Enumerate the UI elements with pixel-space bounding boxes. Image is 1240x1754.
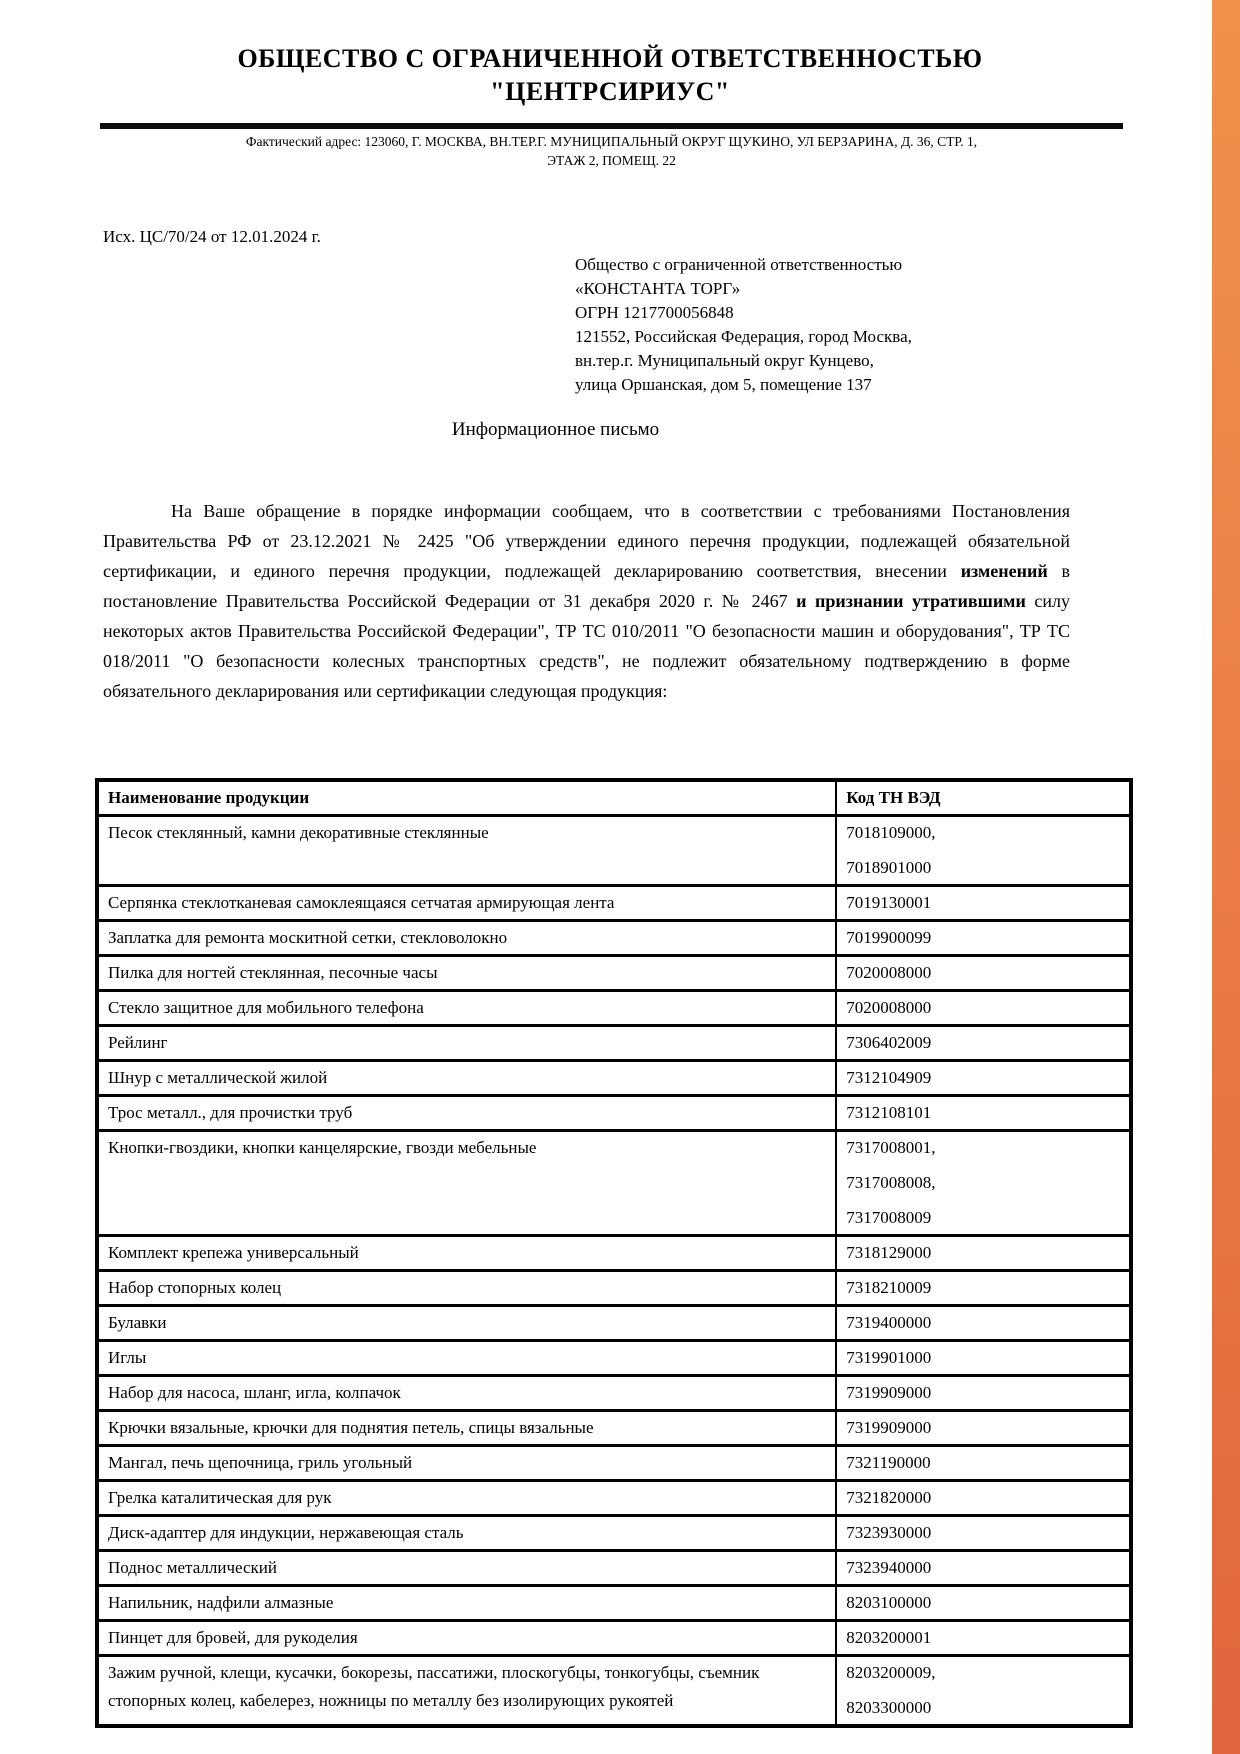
letter-body xyxy=(103,496,1070,706)
table-row xyxy=(97,1096,1131,1131)
table-row xyxy=(97,956,1131,991)
tnved-code-value: 8203200009, xyxy=(846,1663,936,1682)
company-header xyxy=(90,42,1130,108)
tnved-code-cell xyxy=(836,1236,1131,1271)
tnved-code-value: 7020008000 xyxy=(846,963,932,982)
tnved-code-value: 7321190000 xyxy=(846,1453,931,1472)
table-row xyxy=(97,1236,1131,1271)
product-name-cell: Набор стопорных колец xyxy=(97,1271,836,1306)
tnved-code-value: 7319901000 xyxy=(846,1348,932,1367)
company-address-line1: Фактический адрес: 123060, Г. МОСКВА, ВН.ТЕР.Г. МУНИЦИПАЛЬНЫЙ ОКРУГ ЩУКИНО, УЛ БЕРЗАРИНА, Д. 36, СТР. 1, xyxy=(245,134,978,149)
recipient-line: улица Оршанская, дом 5, помещение 137 xyxy=(575,375,872,394)
header-rule xyxy=(100,123,1123,129)
tnved-code-value: 7019130001 xyxy=(846,893,932,912)
table-row xyxy=(97,921,1131,956)
table-row xyxy=(97,1516,1131,1551)
product-name-cell: Стекло защитное для мобильного телефона xyxy=(97,991,836,1026)
recipient-line: Общество с ограниченной ответственностью xyxy=(575,255,903,274)
table-row xyxy=(97,1481,1131,1516)
tnved-code-value: 8203200001 xyxy=(846,1628,932,1647)
table-row xyxy=(97,1131,1131,1236)
tnved-code-value: 7018901000 xyxy=(846,858,932,877)
product-name-cell: Трос металл., для прочистки труб xyxy=(97,1096,836,1131)
company-address-line2: ЭТАЖ 2, ПОМЕЩ. 22 xyxy=(547,153,676,168)
table-header-row xyxy=(97,780,1131,816)
body-emphasis-text: изменений xyxy=(960,561,1048,581)
tnved-code-cell xyxy=(836,1481,1131,1516)
tnved-code-value: 7317008001, xyxy=(846,1138,936,1157)
product-name-cell: Комплект крепежа универсальный xyxy=(97,1236,836,1271)
product-name-cell: Поднос металлический xyxy=(97,1551,836,1586)
table-row xyxy=(97,1656,1131,1727)
tnved-code-cell xyxy=(836,1411,1131,1446)
product-name-cell: Булавки xyxy=(97,1306,836,1341)
tnved-code-cell xyxy=(836,1026,1131,1061)
tnved-code-value: 8203300000 xyxy=(846,1698,932,1717)
tnved-code-value: 7306402009 xyxy=(846,1033,932,1052)
products-table xyxy=(95,778,1133,1728)
letter-title: Информационное письмо xyxy=(451,419,660,440)
tnved-code-value: 7019900099 xyxy=(846,928,932,947)
product-name-cell: Мангал, печь щепочница, гриль угольный xyxy=(97,1446,836,1481)
product-name-cell: Пинцет для бровей, для рукоделия xyxy=(97,1621,836,1656)
table-row xyxy=(97,1341,1131,1376)
tnved-code-value: 7318210009 xyxy=(846,1278,932,1297)
table-row xyxy=(97,1061,1131,1096)
table-row xyxy=(97,1026,1131,1061)
table-row xyxy=(97,1446,1131,1481)
tnved-code-value: 8203100000 xyxy=(846,1593,932,1612)
product-name-cell: Рейлинг xyxy=(97,1026,836,1061)
tnved-code-cell xyxy=(836,1586,1131,1621)
tnved-code-value: 7319400000 xyxy=(846,1313,932,1332)
tnved-code-cell xyxy=(836,1551,1131,1586)
tnved-code-value: 7312104909 xyxy=(846,1068,932,1087)
body-text: в постановление Правительства Российской Федерации от 31 декабря 2020 г. № 2467 xyxy=(103,561,1071,611)
recipient-line: «КОНСТАНТА ТОРГ» xyxy=(575,279,741,298)
table-row xyxy=(97,1306,1131,1341)
company-name-line1: ОБЩЕСТВО С ОГРАНИЧЕННОЙ ОТВЕТСТВЕННОСТЬЮ xyxy=(237,44,983,73)
tnved-code-cell xyxy=(836,1516,1131,1551)
column-header-tnved-code: Код ТН ВЭД xyxy=(836,780,1131,816)
tnved-code-cell xyxy=(836,921,1131,956)
recipient-block xyxy=(575,253,912,397)
product-name-cell: Пилка для ногтей стеклянная, песочные часы xyxy=(97,956,836,991)
recipient-line: вн.тер.г. Муниципальный округ Кунцево, xyxy=(575,351,874,370)
tnved-code-value: 7312108101 xyxy=(846,1103,932,1122)
table-row xyxy=(97,886,1131,921)
table-row xyxy=(97,991,1131,1026)
company-name-line2: "ЦЕНТРСИРИУС" xyxy=(490,77,730,106)
table-row xyxy=(97,816,1131,886)
tnved-code-cell xyxy=(836,1271,1131,1306)
company-address xyxy=(100,132,1123,170)
table-row xyxy=(97,1271,1131,1306)
product-name-cell: Иглы xyxy=(97,1341,836,1376)
tnved-code-value: 7018109000, xyxy=(846,823,936,842)
table-row xyxy=(97,1411,1131,1446)
tnved-code-value: 7319909000 xyxy=(846,1383,932,1402)
tnved-code-cell xyxy=(836,1306,1131,1341)
product-name-cell: Крючки вязальные, крючки для поднятия петель, спицы вязальные xyxy=(97,1411,836,1446)
product-name-cell: Заплатка для ремонта москитной сетки, стекловолокно xyxy=(97,921,836,956)
body-text: силу некоторых актов Правительства Российской Федерации", ТР ТС 010/2011 "О безопасности машин и оборудования", ТР ТС 018/2011 "О безопасности колесных транспортных средств", не подлежит обязательному подтверждению в форме обязательного декларирования или сертификации следующая продукция: xyxy=(103,591,1070,701)
accent-stripe xyxy=(1212,0,1240,1754)
tnved-code-cell xyxy=(836,1656,1131,1727)
tnved-code-value: 7317008008, xyxy=(846,1173,936,1192)
product-name-cell: Диск-адаптер для индукции, нержавеющая сталь xyxy=(97,1516,836,1551)
product-name-cell: Грелка каталитическая для рук xyxy=(97,1481,836,1516)
tnved-code-value: 7020008000 xyxy=(846,998,932,1017)
tnved-code-cell xyxy=(836,1341,1131,1376)
product-name-cell: Песок стеклянный, камни декоративные стеклянные xyxy=(97,816,836,886)
tnved-code-cell xyxy=(836,886,1131,921)
product-name-cell: Напильник, надфили алмазные xyxy=(97,1586,836,1621)
tnved-code-value: 7317008009 xyxy=(846,1208,932,1227)
tnved-code-cell xyxy=(836,816,1131,886)
tnved-code-value: 7321820000 xyxy=(846,1488,932,1507)
tnved-code-cell xyxy=(836,1446,1131,1481)
tnved-code-cell xyxy=(836,991,1131,1026)
product-name-cell: Шнур с металлической жилой xyxy=(97,1061,836,1096)
body-emphasis-text: и признании утратившими xyxy=(796,591,1026,611)
table-row xyxy=(97,1376,1131,1411)
tnved-code-value: 7319909000 xyxy=(846,1418,932,1437)
tnved-code-cell xyxy=(836,956,1131,991)
tnved-code-cell xyxy=(836,1096,1131,1131)
tnved-code-cell xyxy=(836,1061,1131,1096)
recipient-line: 121552, Российская Федерация, город Москва, xyxy=(575,327,912,346)
tnved-code-value: 7318129000 xyxy=(846,1243,932,1262)
product-name-cell: Серпянка стеклотканевая самоклеящаяся сетчатая армирующая лента xyxy=(97,886,836,921)
body-text: На Ваше обращение в порядке информации сообщаем, что в соответствии с требованиями Постановления Правительства РФ от 23.12.2021 № 2425 "Об утверждении единого перечня продукции, подлежащей обязательной сертификации, и единого перечня продукции, подлежащей декларированию соответствия, внесении xyxy=(103,501,1070,581)
tnved-code-value: 7323940000 xyxy=(846,1558,932,1577)
product-name-cell: Кнопки-гвоздики, кнопки канцелярские, гвозди мебельные xyxy=(97,1131,836,1236)
recipient-line: ОГРН 1217700056848 xyxy=(575,303,734,322)
outgoing-reference: Исх. ЦС/70/24 от 12.01.2024 г. xyxy=(103,227,321,246)
tnved-code-value: 7323930000 xyxy=(846,1523,932,1542)
product-name-cell: Набор для насоса, шланг, игла, колпачок xyxy=(97,1376,836,1411)
table-row xyxy=(97,1621,1131,1656)
table-row xyxy=(97,1586,1131,1621)
table-row xyxy=(97,1551,1131,1586)
tnved-code-cell xyxy=(836,1621,1131,1656)
tnved-code-cell xyxy=(836,1131,1131,1236)
product-name-cell: Зажим ручной, клещи, кусачки, бокорезы, пассатижи, плоскогубцы, тонкогубцы, съемник стопорных колец, кабелерез, ножницы по металлу без изолирующих рукоятей xyxy=(97,1656,836,1727)
tnved-code-cell xyxy=(836,1376,1131,1411)
column-header-product-name: Наименование продукции xyxy=(97,780,836,816)
